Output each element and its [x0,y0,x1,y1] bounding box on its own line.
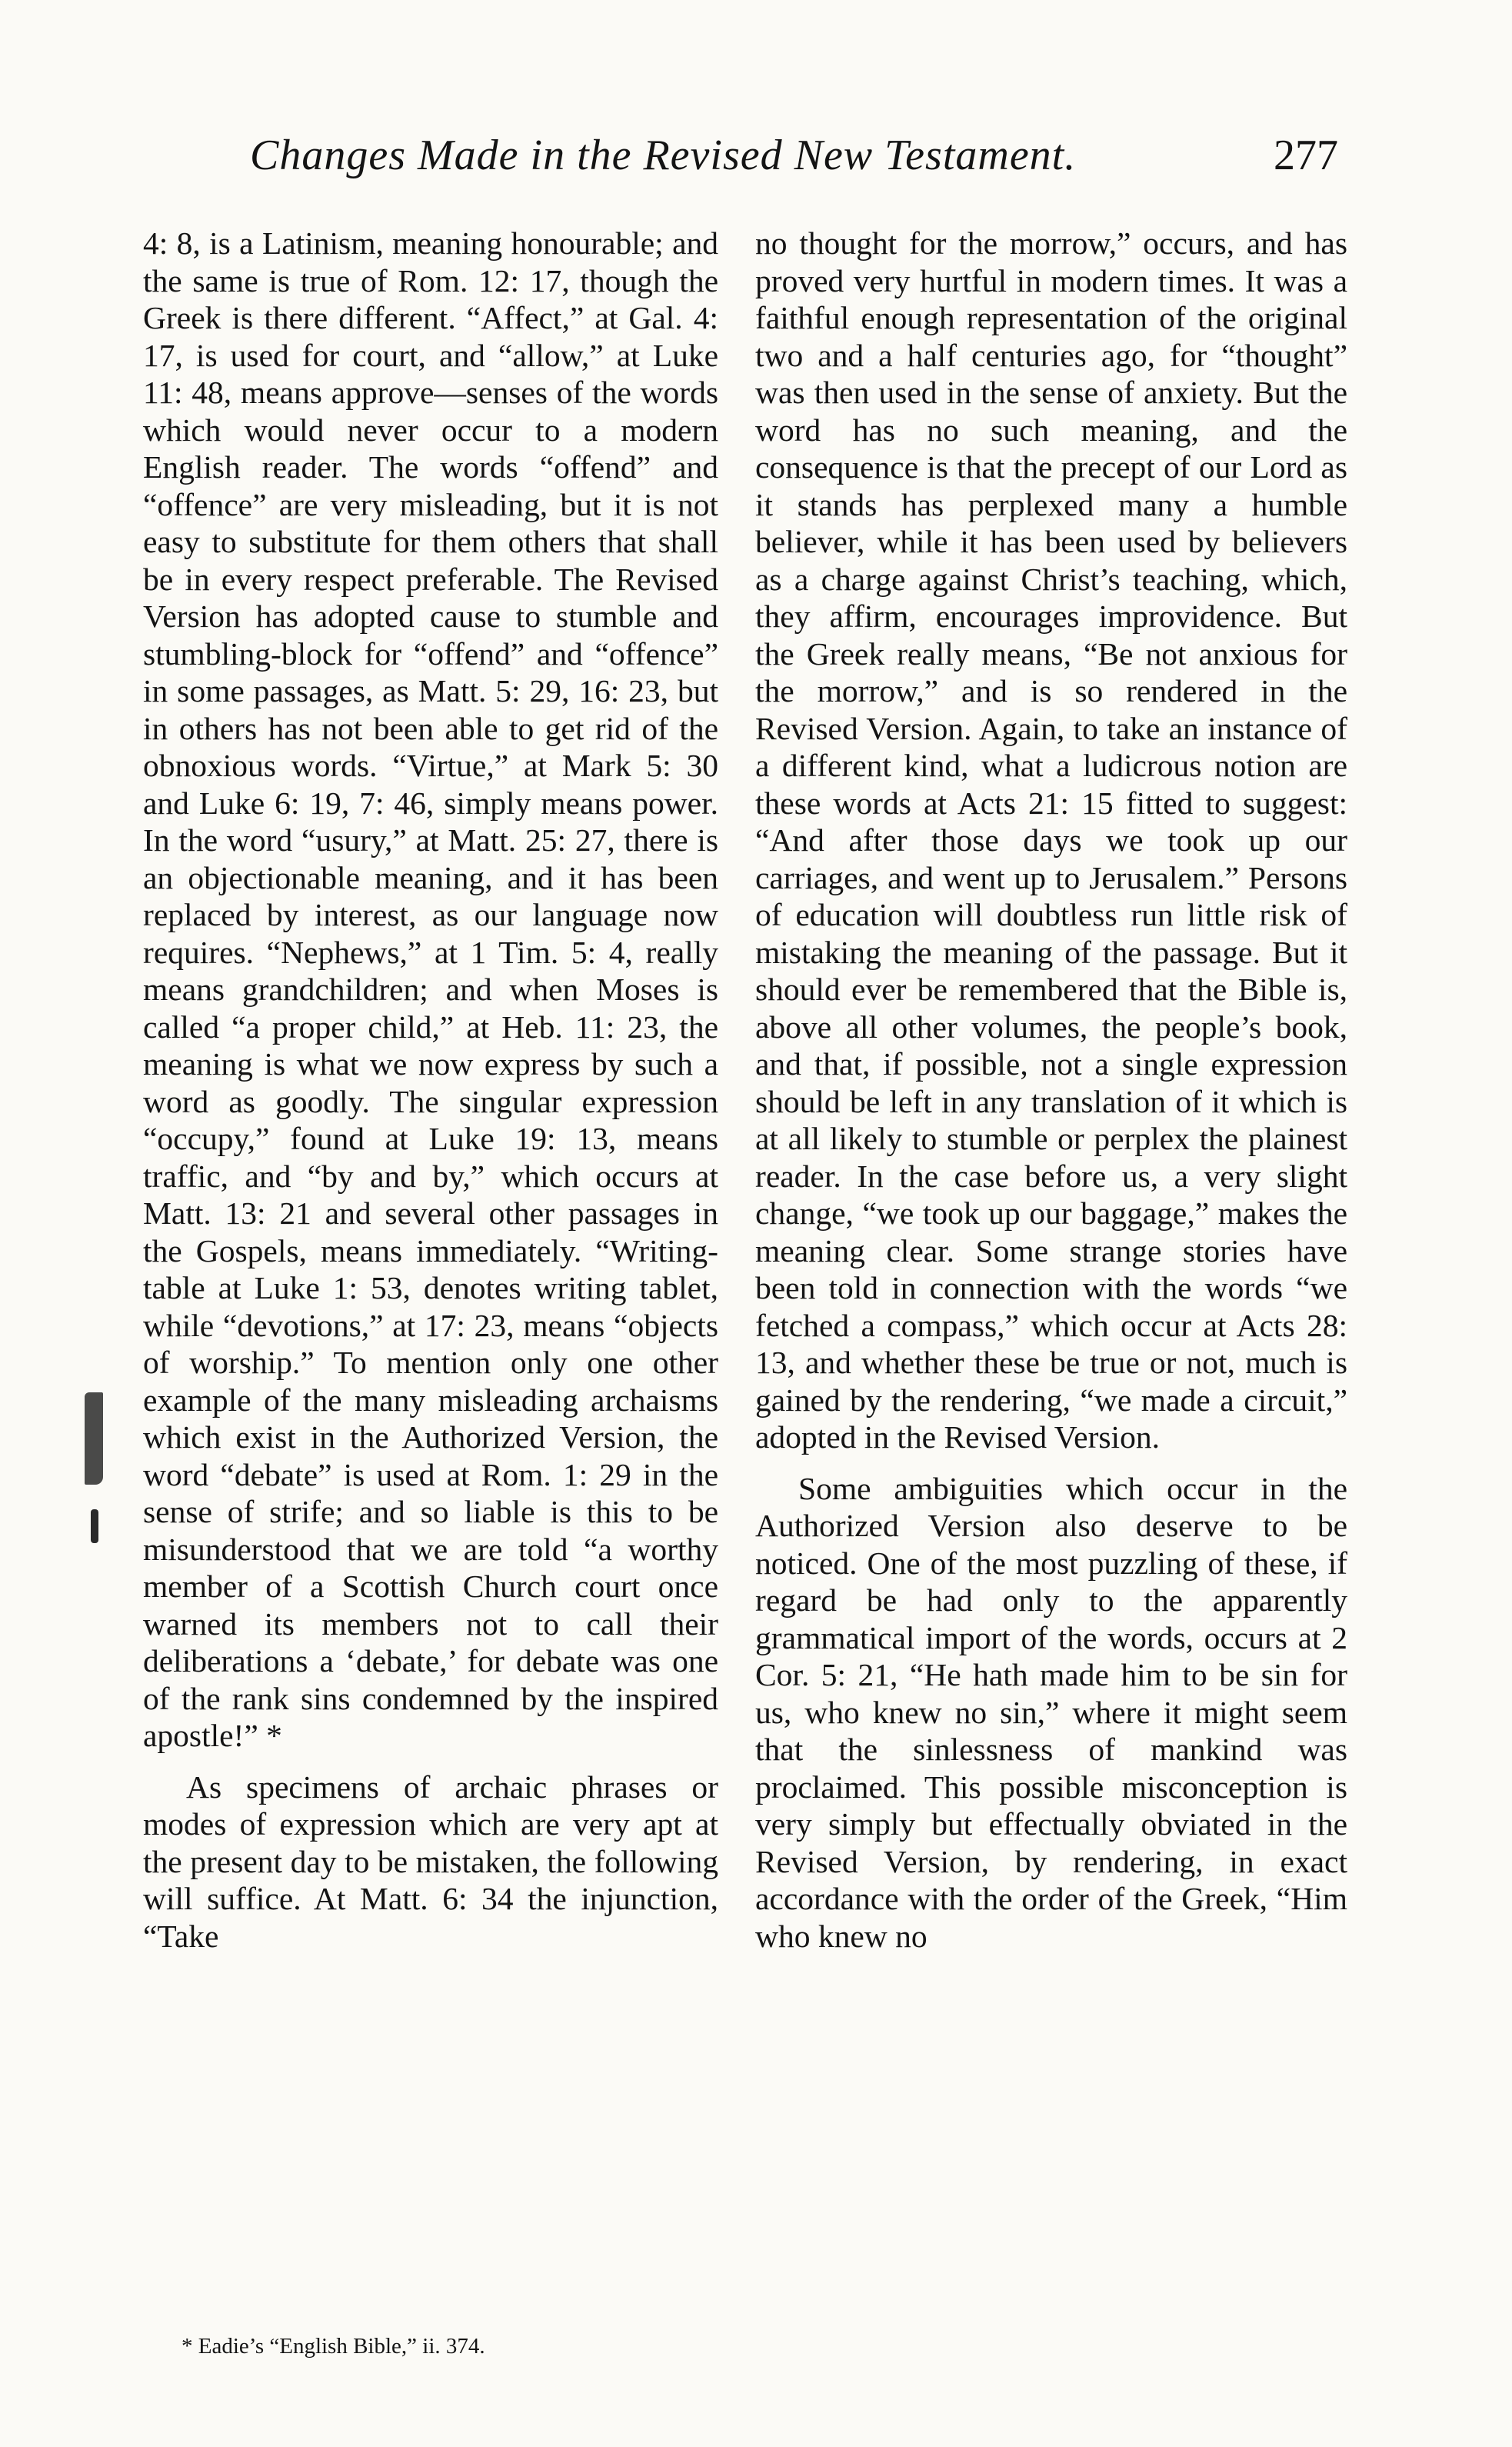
running-header [215,123,1338,192]
right-column [755,225,1347,1955]
running-title: Changes Made in the Revised New Testament. [250,132,1077,179]
left-paragraph-1: 4: 8, is a Latinism, meaning honourable; and the same is true of Rom. 12: 17, though the Greek is there different. “Affect,” at Gal. 4: 17, is used for court, and “allow,” at Luke 11: 48, means approve—senses of the words which would never occur to a modern English reader. The words “offend” and “offence” are very misleading, but it is not easy to substitute for them others that shall be in every respect preferable. The Revised Version has adopted cause to stumble and stumbling-block for “offend” and “offence” in some passages, as Matt. 5: 29, 16: 23, but in others has not been able to get rid of the obnoxious words. “Virtue,” at Mark 5: 30 and Luke 6: 19, 7: 46, simply means power. In the word “usury,” at Matt. 25: 27, there is an objectionable meaning, and it has been replaced by interest, as our language now requires. “Nephews,” at 1 Tim. 5: 4, really means grandchildren; and when Moses is called “a proper child,” at Heb. 11: 23, the meaning is what we now express by such a word as goodly. The singular expression “occupy,” found at Luke 19: 13, means traffic, and “by and by,” which occurs at Matt. 13: 21 and several other passages in the Gospels, means immediately. “Writing-table at Luke 1: 53, denotes writing tablet, while “devotions,” at 17: 23, means “objects of worship.” To mention only one other example of the many misleading archaisms which exist in the Authorized Version, the word “debate” is used at Rom. 1: 29 in the sense of strife; and so liable is this to be misunderstood that we are told “a worthy member of a Scottish Church court once warned its members not to call their deliberations a ‘debate,’ for debate was one of the rank sins condemned by the inspired apostle!” * [143,225,718,1753]
margin-ink-mark [85,1392,103,1485]
right-paragraph-1: no thought for the morrow,” occurs, and has proved very hurtful in modern times. It was a faithful enough representation of the original two and a half centuries ago, for “thought” was then used in the sense of anxiety. But the word has no such meaning, and the consequence is that the precept of our Lord as it stands has perplexed many a humble believer, while it has been used by believers as a charge against Christ’s teaching, which, they affirm, encourages improvidence. But the Greek really means, “Be not anxious for the morrow,” and is so rendered in the Revised Version. Again, to take an instance of a different kind, what a ludicrous notion are these words at Acts 21: 15 fitted to suggest: “And after those days we took up our carriages, and went up to Jerusalem.” Persons of education will doubtless run little risk of mistaking the meaning of the passage. But it should ever be remembered that the Bible is, above all other volumes, the people’s book, and that, if possible, not a single expression should be left in any translation of it which is at all likely to stumble or perplex the plainest reader. In the case before us, a very slight change, “we took up our baggage,” makes the meaning clear. Some strange stories have been told in connection with the words “we fetched a compass,” which occur at Acts 28: 13, and whether these be true or not, much is gained by the rendering, “we made a circuit,” adopted in the Revised Version. [755,225,1347,1455]
left-column [143,225,718,1955]
right-paragraph-2: Some ambiguities which occur in the Authorized Version also deserve to be noticed. One of the most puzzling of these, if regard be had only to the apparently grammatical import of the words, occurs at 2 Cor. 5: 21, “He hath made him to be sin for us, who knew no sin,” where it might seem that the sinlessness of mankind was proclaimed. This possible misconception is very simply but effectually obviated in the Revised Version, by rendering, in exact accordance with the order of the Greek, “Him who knew no [755,1470,1347,1954]
footnote: * Eadie’s “English Bible,” ii. 374. [182,2334,485,2359]
page-number: 277 [1274,132,1338,179]
left-paragraph-2: As specimens of archaic phrases or modes of expression which are very apt at the present day to be mistaken, the following will suffice. At Matt. 6: 34 the injunction, “Take [143,1769,718,1954]
margin-ink-mark-small [91,1509,98,1543]
